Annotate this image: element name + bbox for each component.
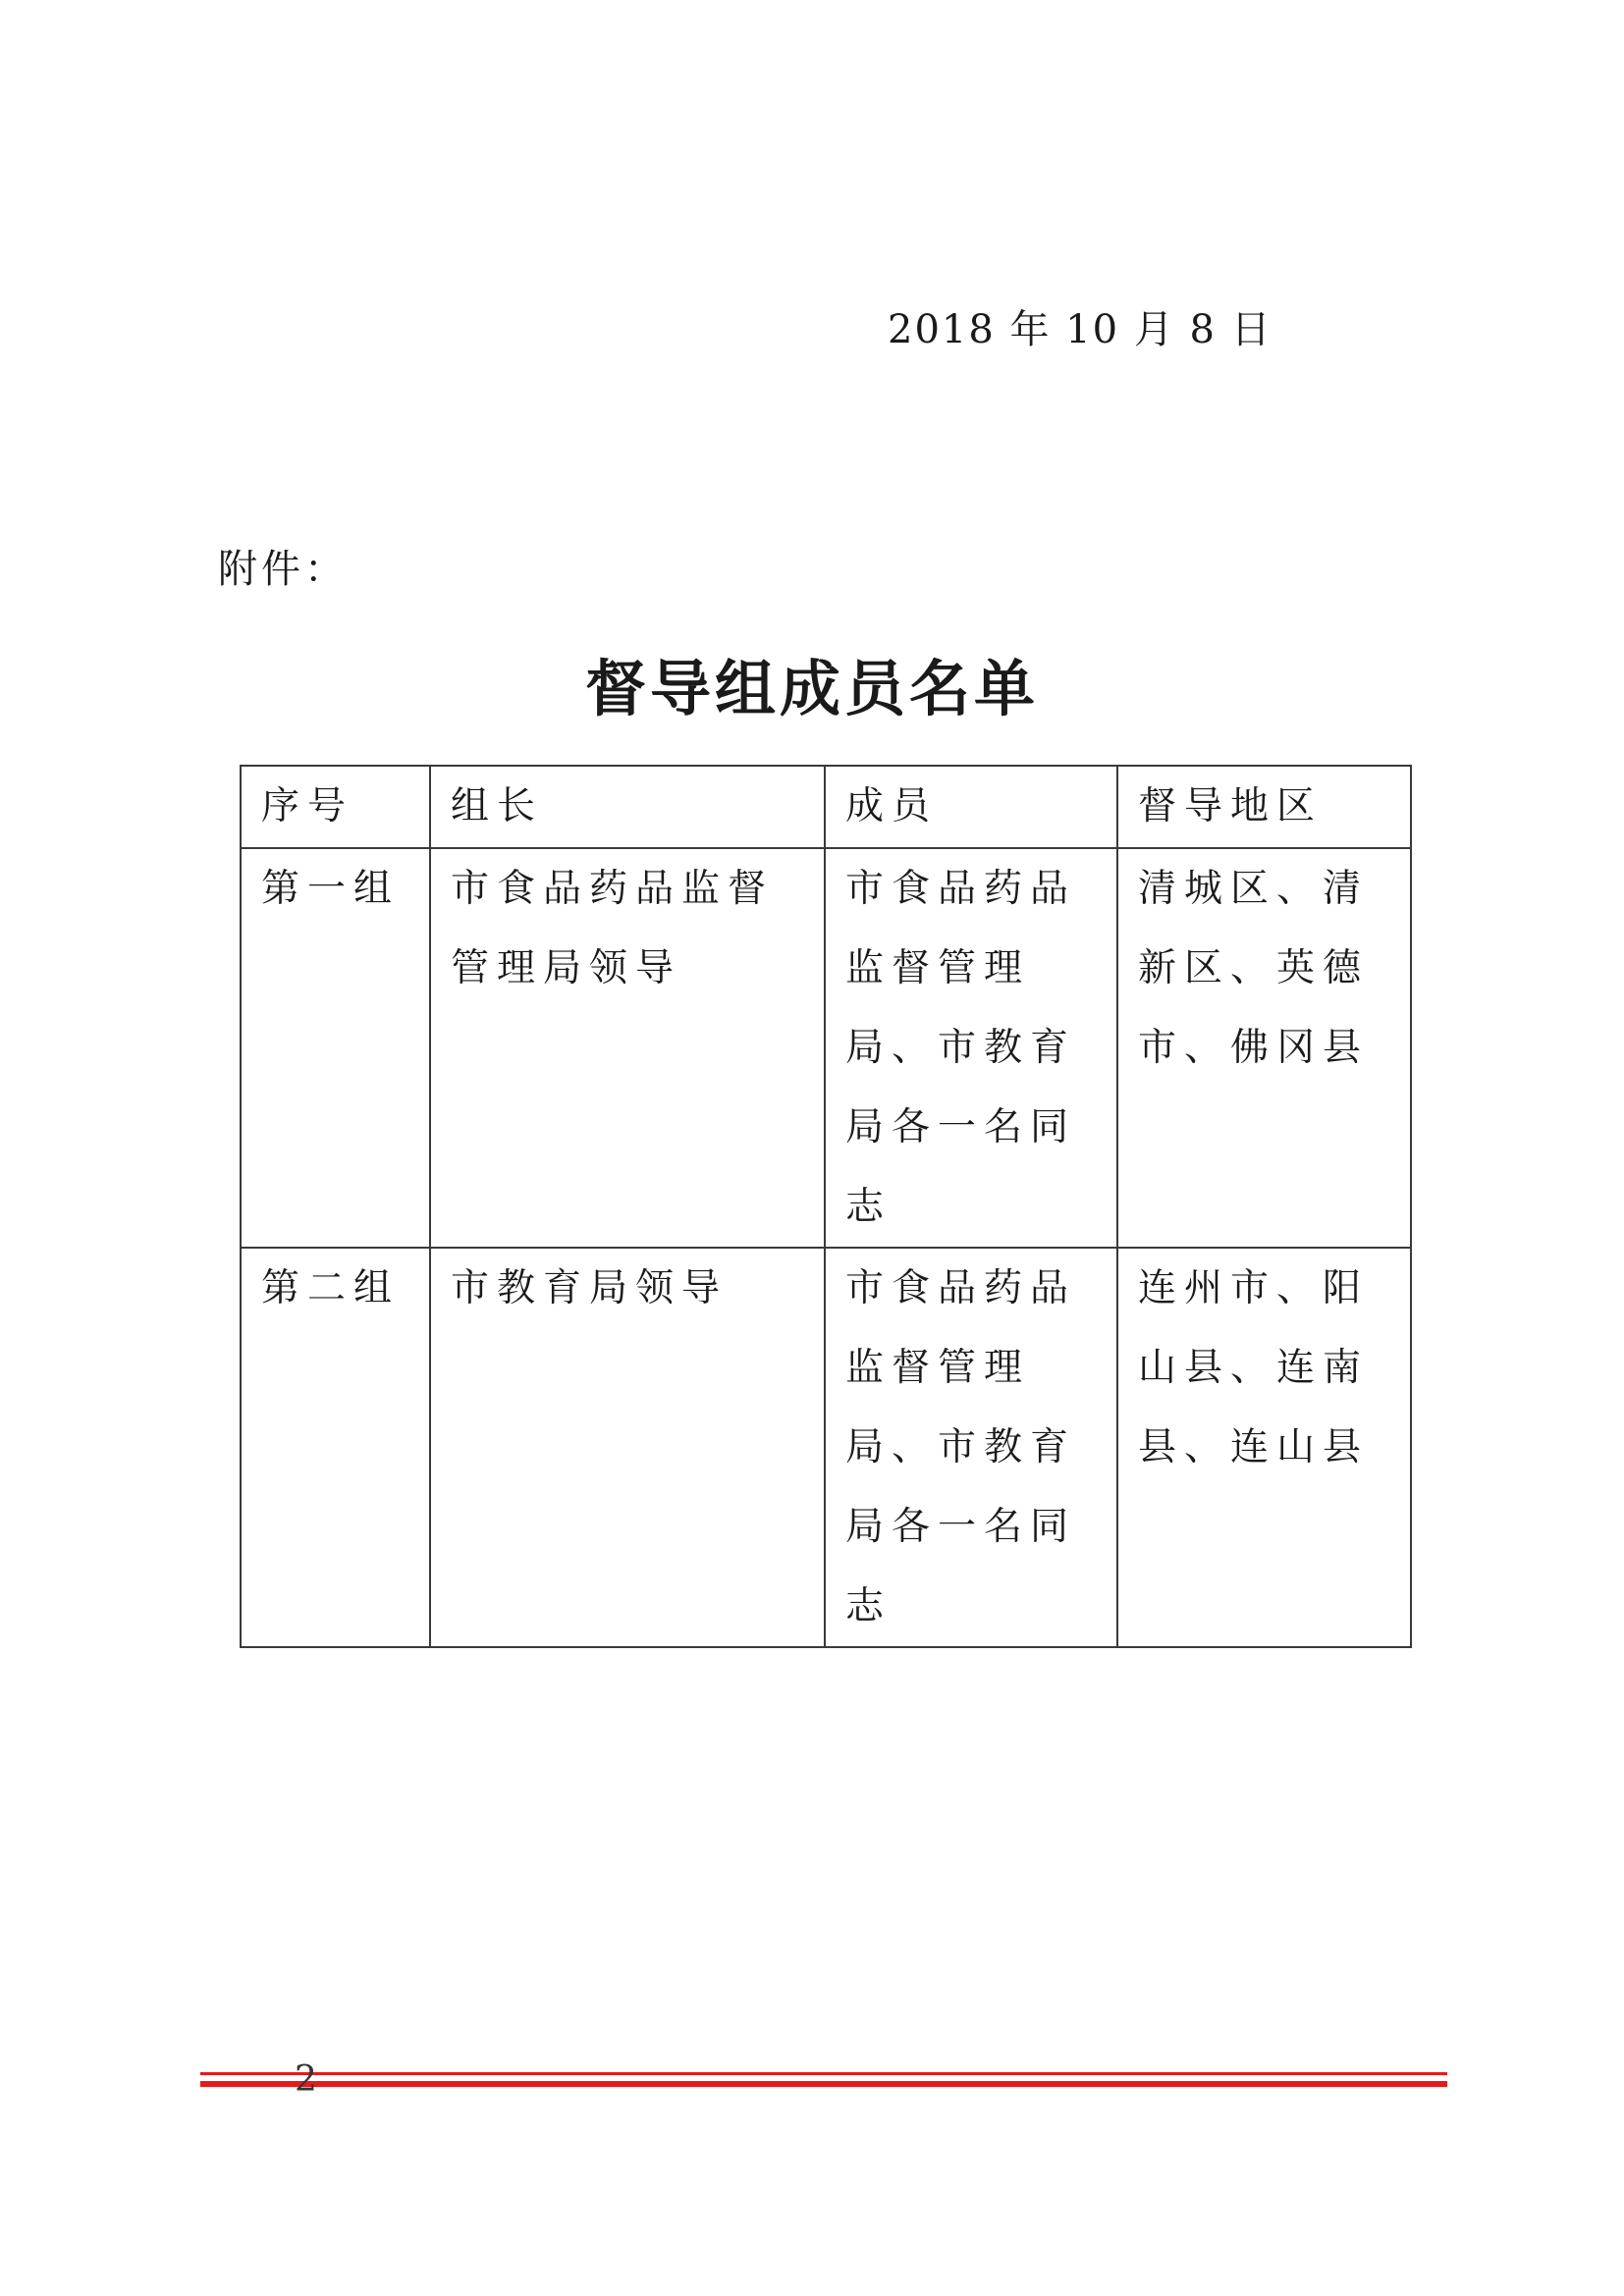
page-number: 2 <box>295 2059 317 2100</box>
table-header-row <box>241 766 1411 848</box>
cell-leader: 市教育局领导 <box>430 1248 825 1647</box>
cell-members: 市食品药品监督管理局、市教育局各一名同志 <box>825 848 1117 1248</box>
cell-seq: 第一组 <box>241 848 430 1248</box>
table-row <box>241 848 1411 1248</box>
cell-members: 市食品药品监督管理局、市教育局各一名同志 <box>825 1248 1117 1647</box>
cell-region: 清城区、清新区、英德市、佛冈县 <box>1117 848 1411 1248</box>
document-date: 2018 年 10 月 8 日 <box>888 307 1272 352</box>
header-seq: 序号 <box>241 766 430 848</box>
attachment-label: 附件： <box>218 547 348 592</box>
cell-seq: 第二组 <box>241 1248 430 1647</box>
cell-region: 连州市、阳山县、连南县、连山县 <box>1117 1248 1411 1647</box>
footer-rule-thin <box>200 2072 1447 2075</box>
footer-red-rules <box>200 2072 1447 2092</box>
page-title: 督导组成员名单 <box>584 653 1039 724</box>
table-row <box>241 1248 1411 1647</box>
header-leader: 组长 <box>430 766 825 848</box>
header-members: 成员 <box>825 766 1117 848</box>
cell-leader: 市食品药品监督管理局领导 <box>430 848 825 1248</box>
supervision-group-table <box>240 765 1412 1648</box>
footer-rule-thick <box>200 2081 1447 2087</box>
header-region: 督导地区 <box>1117 766 1411 848</box>
